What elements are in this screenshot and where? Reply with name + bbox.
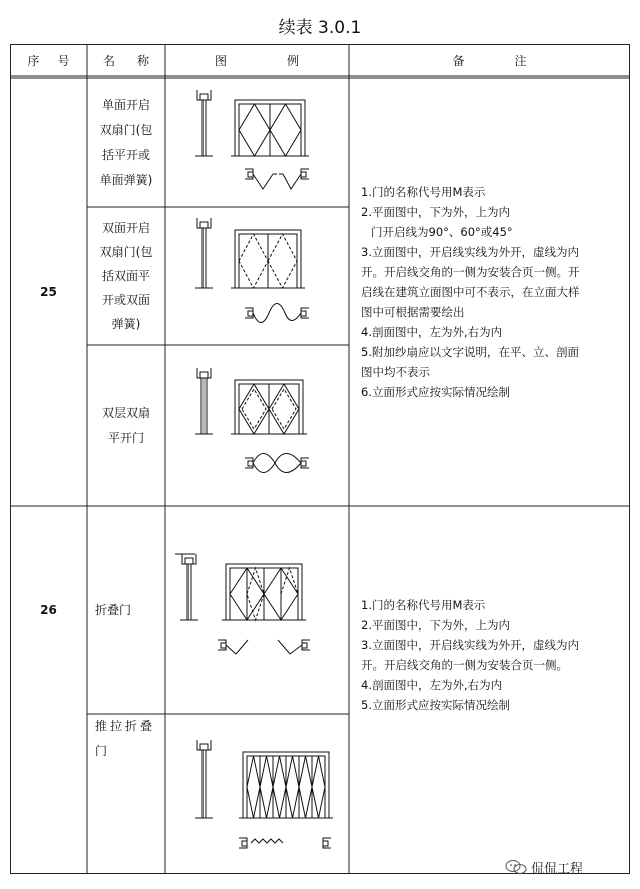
- note-line: 1.门的名称代号用M表示: [361, 185, 486, 199]
- name-line: 门: [95, 744, 108, 758]
- header-notes-char2: 注: [514, 53, 527, 68]
- header-name-char1: 名: [102, 53, 115, 68]
- watermark: [505, 852, 635, 882]
- note-line: 3.立面图中，开启线实线为外开，虚线为内: [361, 245, 579, 259]
- note-line: 5.附加纱扇应以文字说明，在平、立、剖面: [361, 345, 579, 359]
- note-line: 5.立面形式应按实际情况绘制: [361, 698, 510, 712]
- note-line: 开。开启线交角的一侧为安装合页一侧。: [361, 658, 568, 672]
- note-line: 6.立面形式应按实际情况绘制: [361, 385, 510, 399]
- notes-group-26: [349, 506, 630, 874]
- note-line: 2.平面图中，下为外，上为内: [361, 618, 510, 632]
- name-single-swing-double-door: [87, 78, 165, 207]
- figure-double-swing-double-door: [185, 212, 335, 342]
- name-line: 双层双扇: [101, 405, 150, 420]
- note-line: 2.平面图中，下为外，上为内: [361, 205, 510, 219]
- figure-single-swing-double-door: [185, 84, 335, 204]
- name-line: 开或双面: [101, 293, 150, 307]
- header-notes-char1: 备: [452, 53, 465, 68]
- note-line: 启线在建筑立面图中可不表示，在立面大样: [361, 285, 580, 299]
- name-double-layer-double-door: [87, 345, 165, 506]
- name-line: 单面开启: [101, 97, 150, 112]
- name-line: 双面开启: [101, 221, 150, 235]
- note-line: 开。开启线交角的一侧为安装合页一侧。开: [361, 265, 580, 279]
- name-folding-door: 折叠门: [95, 602, 132, 617]
- header-notes: [349, 44, 630, 76]
- header-seq-char1: 序: [27, 53, 40, 68]
- watermark-text: 侃侃工程: [531, 861, 584, 877]
- header-seq: [10, 44, 87, 76]
- wechat-icon: [505, 859, 527, 875]
- notes-group-25: [349, 78, 630, 506]
- note-line: 4.剖面图中，左为外,右为内: [361, 678, 503, 692]
- header-name-char2: 称: [137, 53, 150, 68]
- name-line: 弹簧): [111, 317, 141, 331]
- name-double-swing-double-door: [87, 207, 165, 345]
- header-name: [87, 44, 165, 76]
- note-line: 门开启线为90°、60°或45°: [371, 225, 513, 239]
- name-line: 平开门: [107, 430, 144, 445]
- note-line: 4.剖面图中，左为外,右为内: [361, 325, 503, 339]
- row-number-26: 26: [40, 603, 57, 617]
- header-legend: [165, 44, 349, 76]
- name-line: 括双面平: [101, 269, 150, 283]
- door-legend-table: [10, 44, 630, 874]
- name-line: 括平开或: [101, 147, 150, 162]
- figure-folding-door: [170, 544, 345, 674]
- row-number-25: 25: [40, 285, 57, 299]
- note-line: 1.门的名称代号用M表示: [361, 598, 486, 612]
- name-line: 双扇门(包: [99, 245, 153, 259]
- note-line: 图中可根据需要绘出: [361, 305, 465, 319]
- header-legend-char2: 例: [287, 53, 300, 68]
- header-seq-char2: 号: [57, 53, 70, 68]
- table-title: 续表 3.0.1: [278, 18, 362, 38]
- name-line: 推拉折叠: [95, 719, 156, 733]
- name-line: 双扇门(包: [99, 122, 153, 137]
- header-legend-char1: 图: [214, 53, 227, 68]
- figure-sliding-folding-door: [185, 732, 345, 872]
- name-sliding-folding-door: [87, 714, 165, 874]
- name-line: 单面弹簧): [99, 172, 153, 187]
- figure-double-layer-double-door: [185, 362, 335, 497]
- note-line: 3.立面图中，开启线实线为外开，虚线为内: [361, 638, 579, 652]
- note-line: 图中均不表示: [361, 365, 430, 379]
